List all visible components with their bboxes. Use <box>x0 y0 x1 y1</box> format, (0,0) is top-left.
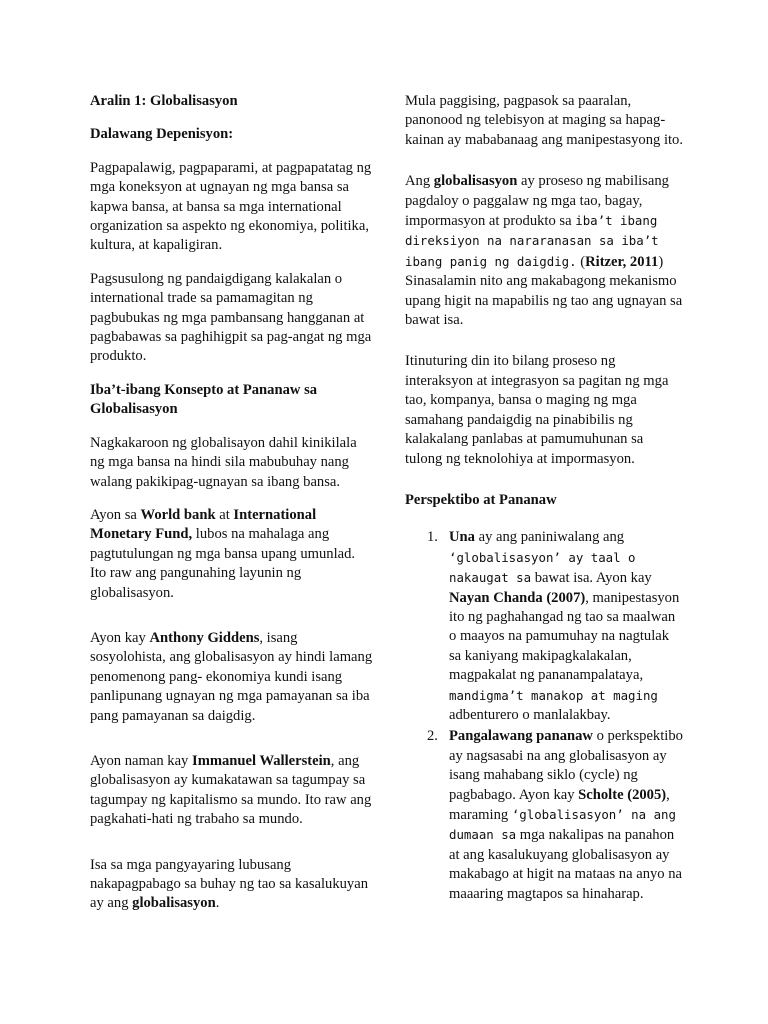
text: at <box>215 506 234 523</box>
lesson-title: Aralin 1: Globalisasyon <box>90 93 238 109</box>
list-number: 2. <box>427 728 438 745</box>
text: , isang sosyolohista, ang globalisasyon ay hindi lamang penomenong pang- ekonomiya kundi isang panlipunang ugnayan ng mga pamayanan sa iba pang pamayanan sa daigdig. <box>90 629 373 724</box>
paragraph-definition <box>405 172 683 330</box>
text: o perkspektibo ay nagsasabi na ang globalisasyon ay isang mahabang siklo (cycle) ng pagbabago. Ayon kay <box>449 728 683 803</box>
alt-font-text: mandigma’t manakop at maging <box>449 687 658 703</box>
bold-giddens: Anthony Giddens <box>149 629 260 646</box>
bold-chanda: Nayan Chanda (2007) <box>449 589 586 606</box>
text: , ang globalisasyon ay kumakatawan sa tagumpay sa tagumpay ng kapitalismo sa mundo. Ito raw ang pagkahati-hati ng trabaho sa mundo. <box>90 752 372 828</box>
text: mga nakalipas na panahon at ang kasalukuyang globalisasyon ay makabago at higit na mataas na anyo na maaaring magtapos sa hinaharap. <box>449 827 683 902</box>
text: lubos na mahalaga ang pagtutulungan ng mga bansa upang umunlad. Ito raw ang pangunahing layunin ng globalisasyon. <box>90 526 356 601</box>
paragraph-intro: Mula paggising, pagpasok sa paaralan, panonood ng telebisyon at maging sa hapag-kainan ay mababanaag ang manipestasyong ito. <box>405 93 684 148</box>
paragraph-last <box>90 856 374 914</box>
text: . <box>215 895 220 912</box>
text: Isa sa mga pangyayaring lubusang nakapagpabago sa buhay ng tao sa kasalukuyan ay ang <box>90 856 369 912</box>
list-number: 1. <box>427 529 438 546</box>
bold-ritzer: Ritzer, 2011 <box>585 253 659 270</box>
alt-font-text: ‘globalisasyon’ ay taal o nakaugat sa <box>449 549 636 586</box>
text: , manipestasyon ito ng paghahangad ng tao sa maalwan o maayos na pamumuhay na nagtulak sa kaniyang makipagkalakalan, magpakalat ng pananampalataya, <box>449 589 680 684</box>
text: , maraming <box>449 786 670 823</box>
bold-una: Una <box>449 529 475 546</box>
bold-pangalawang-pananaw: Pangalawang pananaw <box>449 728 593 745</box>
list-item <box>405 727 683 904</box>
text: ( <box>576 253 586 270</box>
bold-globalisasyon: globalisasyon <box>132 895 216 912</box>
paragraph-globalisation-reason: Nagkakaroon ng globalisayon dahil kinikilala ng mga bansa na hindi sila mabubuhay nang walang pakikipag-ugnayan sa ibang bansa. <box>90 434 357 490</box>
alt-font-text: ‘globalisasyon’ na ang dumaan sa <box>449 807 676 843</box>
section-heading-concepts: Iba’t-ibang Konsepto at Pananaw sa Globalisasyon <box>90 381 318 418</box>
text: ay proseso ng mabilisang pagdaloy o paggalaw ng mga tao, bagay, impormasyon at produkto sa <box>405 173 669 230</box>
bold-world-bank: World bank <box>140 506 216 523</box>
text: ) Sinasalamin nito ang makabagong mekanismo upang higit na mapabilis ng tao ang ugnayan sa bawat isa. <box>405 253 683 329</box>
alt-font-text: iba’t ibang direksiyon na nararanasan sa iba’t ibang panig ng daigdig. <box>405 213 659 269</box>
list-item <box>405 528 683 725</box>
text: bawat isa. Ayon kay <box>531 570 652 587</box>
definition-1: Pagpapalawig, pagpaparami, at pagpapatatag ng mga koneksyon at ugnayan ng mga bansa sa kapwa bansa, at bansa sa mga international organization sa aspekto ng ekonomiya, politika, kultura, at kapaligiran. <box>90 159 372 254</box>
text: ay ang paniniwalang ang <box>474 529 625 546</box>
text: Ayon sa <box>90 506 141 523</box>
bold-imf: International Monetary Fund, <box>90 506 317 543</box>
text: adbenturero o manlalakbay. <box>449 706 611 723</box>
text: Ayon kay <box>90 629 150 646</box>
perspectives-list <box>405 528 683 904</box>
text: Ayon naman kay <box>90 752 193 769</box>
section-heading-definitions: Dalawang Depenisyon: <box>90 126 234 143</box>
right-column <box>405 92 683 906</box>
bold-scholte: Scholte (2005) <box>578 786 667 803</box>
section-heading-perspectives: Perspektibo at Pananaw <box>405 491 557 508</box>
paragraph-world-bank <box>90 506 374 603</box>
left-column <box>90 92 374 928</box>
text: Ang <box>405 173 434 190</box>
paragraph-wallerstein <box>90 752 374 830</box>
paragraph-giddens <box>90 629 374 726</box>
bold-globalisasyon: globalisasyon <box>433 173 518 190</box>
bold-wallerstein: Immanuel Wallerstein <box>192 752 331 769</box>
paragraph-interaction: Itinuturing din ito bilang proseso ng interaksyon at integrasyon sa pagitan ng mga tao, kompanya, bansa o maging ng mga samahang pandaigdig na pinabibilis ng kalakalang panlabas at pamumuhunan sa tulong ng teknolohiya at impormasyon. <box>405 353 669 467</box>
definition-2: Pagsusulong ng pandaigdigang kalakalan o international trade sa pamamagitan ng pagbubukas ng mga pambansang hangganan at pagbabawas sa paghihigpit sa pag-angat ng mga produkto. <box>90 270 372 365</box>
